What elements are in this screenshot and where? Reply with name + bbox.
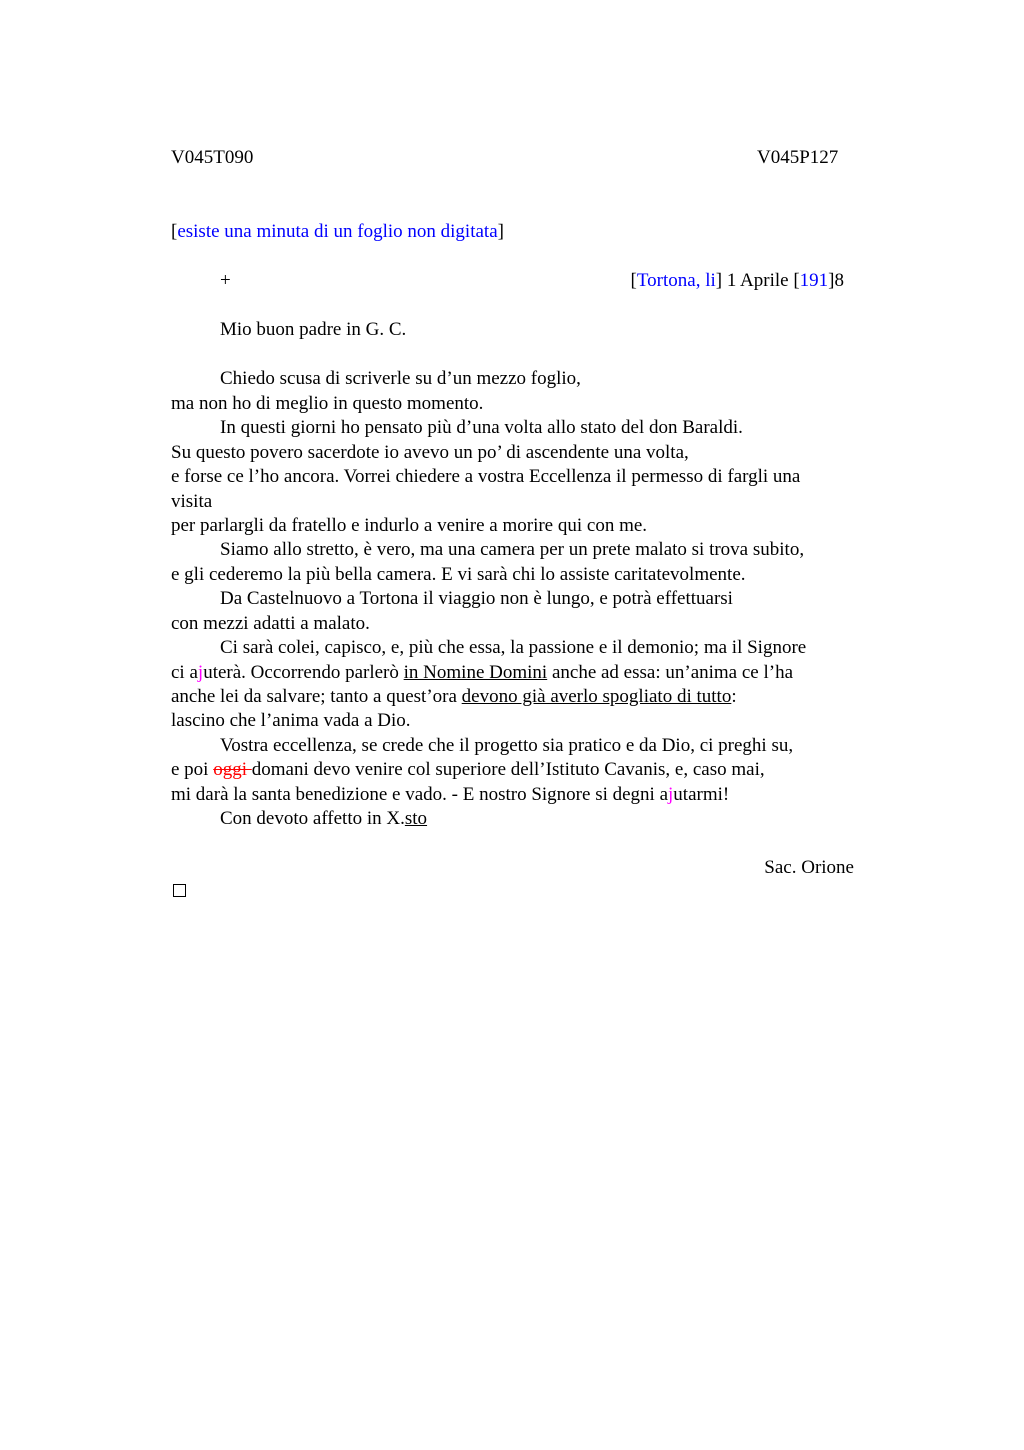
body-line: e gli cederemo la più bella camera. E vi sarà chi lo assiste caritatevolmente.	[171, 564, 746, 585]
body-line: Chiedo scusa di scriverle su d’un mezzo foglio,	[220, 368, 581, 389]
correction-letter: j	[668, 784, 674, 805]
underlined-phrase: in Nomine Domini	[403, 662, 548, 683]
bracket: [	[171, 221, 178, 242]
line-segment: e poi	[171, 759, 214, 780]
body-line	[171, 661, 793, 685]
body-line: e forse ce l’ho ancora. Vorrei chiedere a vostra Eccellenza il permesso di fargli una	[171, 466, 801, 487]
underlined-phrase: devono già averlo spogliato di tutto	[461, 686, 732, 707]
body-line: Siamo allo stretto, è vero, ma una camera per un prete malato si trova subito,	[220, 539, 805, 560]
bracket: ]	[828, 270, 835, 291]
body-line: Da Castelnuovo a Tortona il viaggio non è lungo, e potrà effettuarsi	[220, 588, 733, 609]
closing-line	[220, 807, 427, 831]
line-segment: mi darà la santa benedizione e vado. - E nostro Signore si degni a	[171, 784, 669, 805]
body-line: Ci sarà colei, capisco, e, più che essa, la passione e il demonio; ma il Signore	[220, 637, 807, 658]
dateline-date: 1 Aprile	[722, 270, 794, 291]
page-code: V045P127	[757, 147, 839, 168]
dateline-year-suffix: 8	[834, 270, 844, 291]
editorial-note-text: esiste una minuta di un foglio non digitata	[177, 221, 498, 242]
body-line: lascino che l’anima vada a Dio.	[171, 710, 411, 731]
body-line	[171, 685, 737, 709]
end-of-document-box-icon	[173, 884, 186, 897]
body-line: In questi giorni ho pensato più d’una volta allo stato del don Baraldi.	[220, 417, 743, 438]
correction-letter: j	[197, 662, 204, 683]
bracket: [	[630, 270, 637, 291]
line-segment: Con devoto affetto in X.	[220, 808, 405, 829]
line-segment: utarmi!	[673, 784, 730, 805]
line-segment: :	[731, 686, 737, 707]
line-segment: ci a	[171, 662, 198, 683]
underlined-abbrev: sto	[404, 808, 428, 829]
doc-code: V045T090	[171, 147, 254, 168]
cross-symbol: +	[220, 270, 231, 291]
body-line: Su questo povero sacerdote io avevo un po’ di ascendente una volta,	[171, 442, 689, 463]
body-line	[171, 758, 765, 782]
dateline-year-prefix: 191	[799, 270, 829, 291]
deleted-word: oggi	[213, 759, 252, 780]
body-line: con mezzi adatti a malato.	[171, 613, 370, 634]
signature: Sac. Orione	[764, 857, 854, 878]
salutation: Mio buon padre in G. C.	[220, 319, 407, 340]
body-line	[171, 783, 729, 807]
line-segment: anche lei da salvare; tanto a quest’ora	[171, 686, 462, 707]
bracket: ]	[715, 270, 723, 291]
bracket: [	[793, 270, 800, 291]
bracket: ]	[497, 221, 504, 242]
line-segment: uterà. Occorrendo parlerò	[203, 662, 404, 683]
body-line: per parlargli da fratello e indurlo a venire a morire qui con me.	[171, 515, 648, 536]
line-segment: anche ad essa: un’anima ce l’ha	[547, 662, 794, 683]
dateline	[631, 269, 844, 293]
body-line: ma non ho di meglio in questo momento.	[171, 393, 484, 414]
dateline-place: Tortona, li	[636, 270, 716, 291]
body-line: Vostra eccellenza, se crede che il progetto sia pratico e da Dio, ci preghi su,	[220, 735, 794, 756]
body-line: visita	[171, 491, 213, 512]
editorial-note	[171, 220, 504, 244]
line-segment: domani devo venire col superiore dell’Istituto Cavanis, e, caso mai,	[251, 759, 765, 780]
